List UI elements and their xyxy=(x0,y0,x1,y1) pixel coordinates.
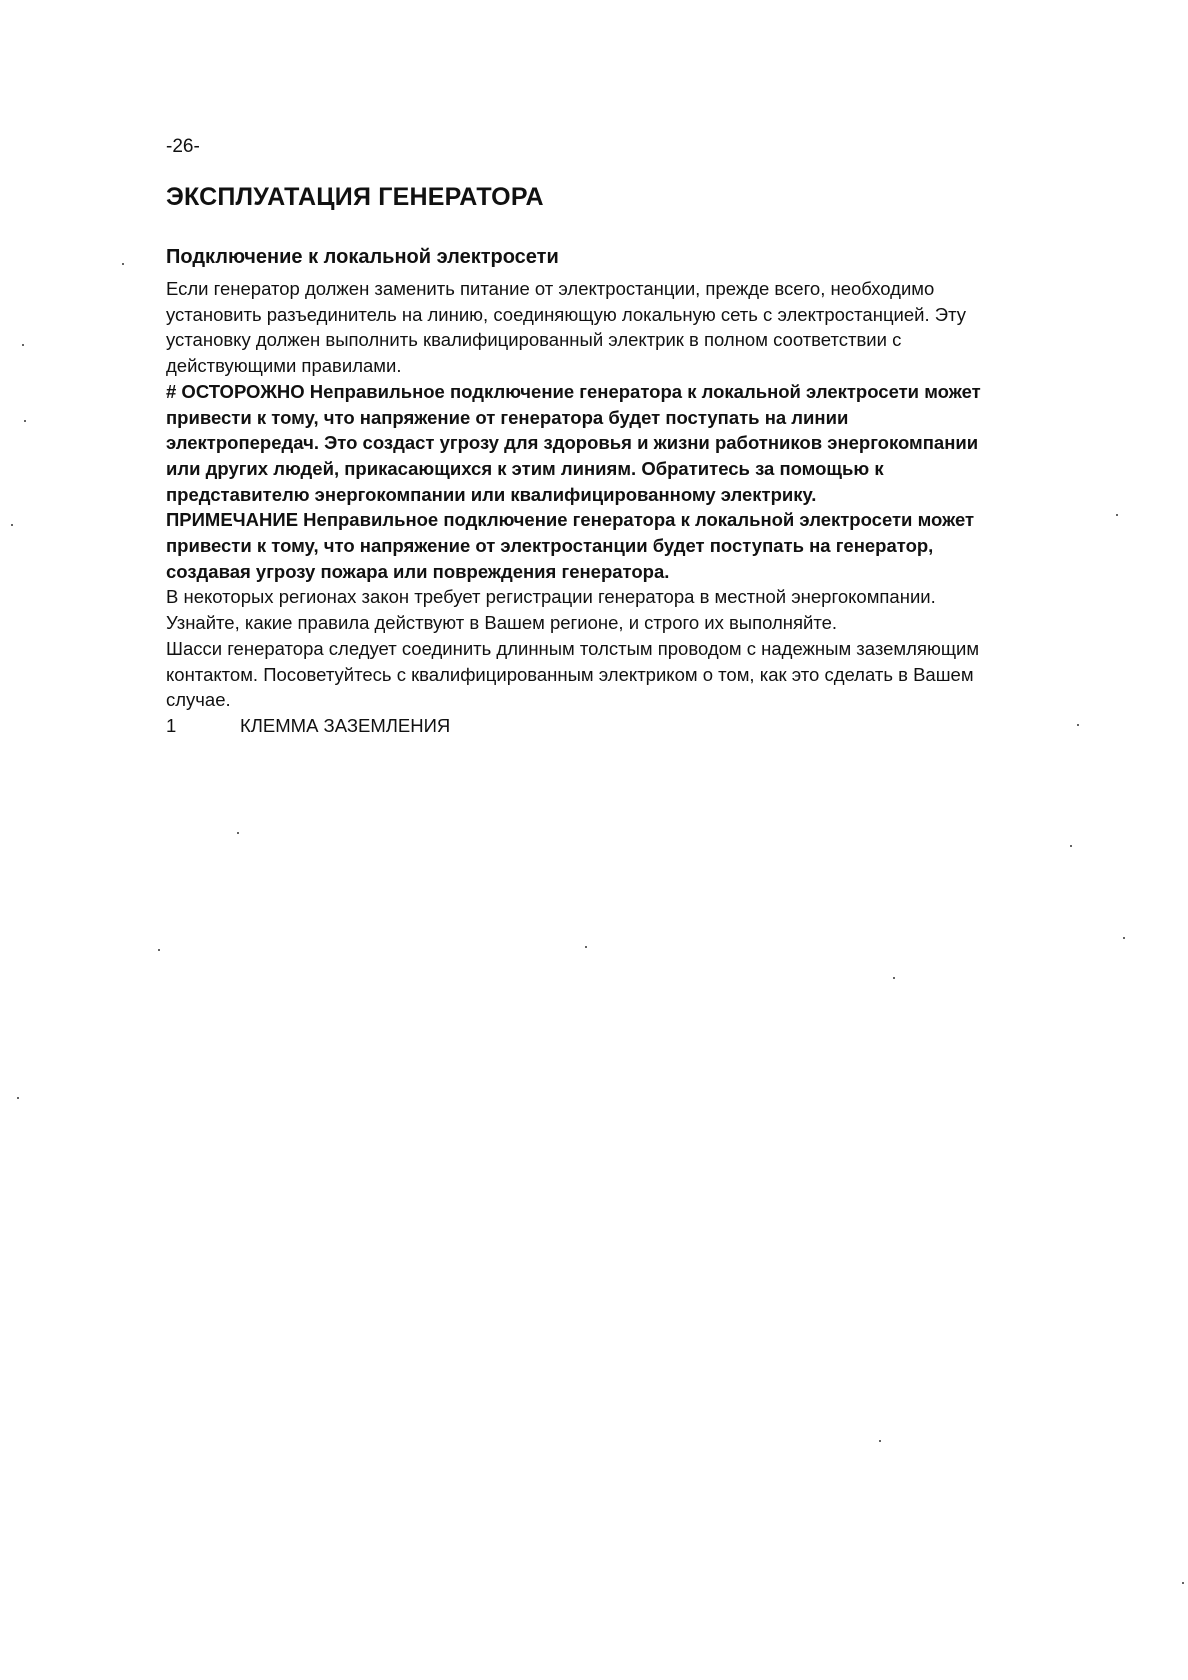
section-body xyxy=(166,244,1006,739)
scan-speck xyxy=(24,420,26,422)
page-number: -26- xyxy=(166,136,200,157)
warning-paragraph: # ОСТОРОЖНО Неправильное подключение генератора к локальной электросети может привести к тому, что напряжение от генератора будет поступать на линии электропередач. Это создаст угрозу для здоровья и жизни работников энергокомпании или других людей, прикасающихся к этим линиям. Обратитесь за помощью к представителю энергокомпании или квалифицированному электрику. xyxy=(166,380,981,505)
scan-speck xyxy=(879,1440,881,1442)
scan-speck xyxy=(17,1097,19,1099)
scan-speck xyxy=(22,344,24,346)
scan-speck xyxy=(1077,724,1079,726)
page-title: ЭКСПЛУАТАЦИЯ ГЕНЕРАТОРА xyxy=(166,183,544,211)
caption-number: 1 xyxy=(166,714,177,736)
figure-caption xyxy=(166,713,1006,739)
scan-speck xyxy=(1070,845,1072,847)
scan-speck xyxy=(1116,514,1118,516)
scan-speck xyxy=(237,832,239,834)
grounding-paragraph: Шасси генератора следует соединить длинным толстым проводом с надежным заземляющим контактом. Посоветуйтесь с квалифицированным электриком о том, как это сделать в Вашем случае. xyxy=(166,637,980,711)
intro-paragraph: Если генератор должен заменить питание от электростанции, прежде всего, необходимо установить разъединитель на линию, соединяющую локальную сеть с электростанцией. Эту установку должен выполнить квалифицированный электрик в полном соответствии с действующими правилами. xyxy=(166,278,966,377)
section-heading: Подключение к локальной электросети xyxy=(166,246,559,268)
scan-speck xyxy=(893,977,895,979)
scan-speck xyxy=(1123,937,1125,939)
scan-speck xyxy=(11,524,13,526)
caption-label: КЛЕММА ЗАЗЕМЛЕНИЯ xyxy=(240,714,451,736)
note-paragraph: ПРИМЕЧАНИЕ Неправильное подключение генератора к локальной электросети может привести к тому, что напряжение от электростанции будет поступать на генератор, создавая угрозу пожара или повреждения генератора. xyxy=(166,509,975,582)
scan-speck xyxy=(1182,1582,1184,1584)
scan-speck xyxy=(585,946,587,948)
scan-speck xyxy=(122,263,124,265)
scan-speck xyxy=(158,949,160,951)
registration-paragraph: В некоторых регионах закон требует регистрации генератора в местной энергокомпании. Узнайте, какие правила действуют в Вашем регионе, и строго их выполняйте. xyxy=(166,586,936,634)
